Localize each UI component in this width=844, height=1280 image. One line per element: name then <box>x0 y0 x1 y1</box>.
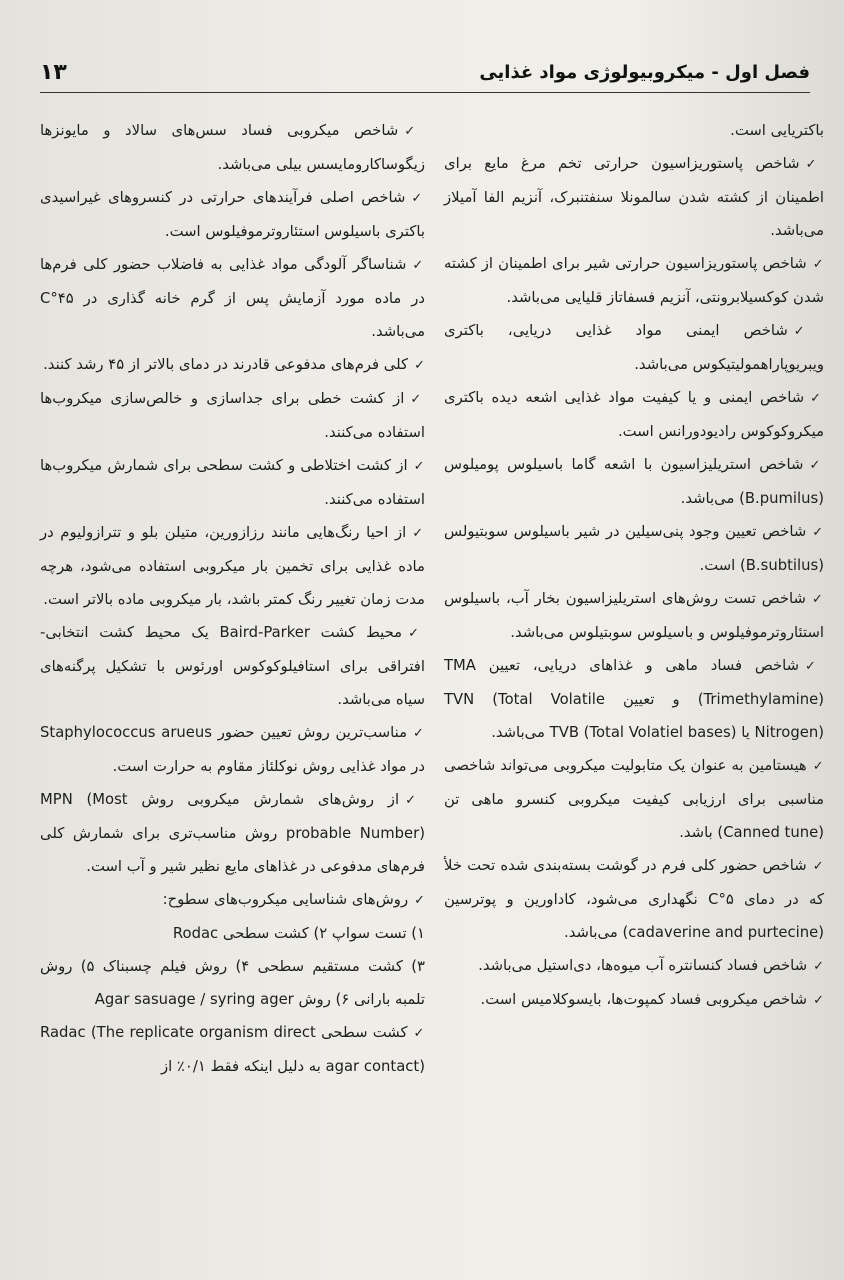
page-header <box>40 52 810 92</box>
checkmark-icon: ✓ <box>812 759 824 774</box>
paragraph-text: شاخص فساد کنسانتره آب میوه‌ها، دی‌استیل می‌باشد. <box>478 957 808 974</box>
paragraph-text: شاخص میکروبی فساد سس‌های سالاد و مایونزها زیگوساکارومایسس بیلی می‌باشد. <box>40 122 425 173</box>
checkmark-icon: ✓ <box>805 659 824 674</box>
paragraph-text: از روش‌های شمارش میکروبی روش MPN (Most probable Number) روش مناسب‌تری برای شمارش کلی فرم‌های مدفوعی در غذاهای مایع نظیر شیر و آب است. <box>40 791 425 875</box>
page-number: ۱۳ <box>40 59 67 85</box>
bullet-paragraph <box>40 449 425 516</box>
checkmark-icon: ✓ <box>414 893 425 908</box>
bullet-paragraph <box>40 181 425 248</box>
paragraph-text: شاخص ایمنی و یا کیفیت مواد غذایی اشعه دیده باکتری میکروکوکوس رادیودورانس است. <box>444 389 824 440</box>
checkmark-icon: ✓ <box>793 324 824 339</box>
checkmark-icon: ✓ <box>809 458 824 473</box>
paragraph-text: از کشت اختلاطی و کشت سطحی برای شمارش میکروب‌ها استفاده می‌کنند. <box>40 457 425 508</box>
paragraph-text: شاخص اصلی فرآیندهای حرارتی در کنسروهای غیراسیدی باکتری باسیلوس استئاروترموفیلوس است. <box>40 189 425 240</box>
paragraph-text: شاخص استریلیزاسیون با اشعه گاما باسیلوس پومیلوس (B.pumilus) می‌باشد. <box>444 456 824 507</box>
bullet-paragraph <box>40 616 425 716</box>
bullet-paragraph <box>40 917 425 950</box>
checkmark-icon: ✓ <box>414 358 425 373</box>
paragraph-text: شاخص تست روش‌های استریلیزاسیون بخار آب، باسیلوس استئاروترموفیلوس و باسیلوس سوبتیلوس می‌باشد. <box>444 590 824 641</box>
checkmark-icon: ✓ <box>405 793 425 808</box>
bullet-paragraph <box>40 950 425 1016</box>
checkmark-icon: ✓ <box>411 191 425 206</box>
paragraph-text: شاخص ایمنی مواد غذایی دریایی، باکتری ویبریوپاراهمولیتیکوس می‌باشد. <box>444 322 824 373</box>
checkmark-icon: ✓ <box>812 859 824 874</box>
paragraph-text: ۱) تست سواپ ۲) کشت سطحی Rodac <box>172 925 425 942</box>
bullet-paragraph <box>444 849 824 949</box>
header-divider <box>40 92 810 93</box>
checkmark-icon: ✓ <box>404 124 425 139</box>
bullet-paragraph <box>444 949 824 983</box>
checkmark-icon: ✓ <box>805 157 824 172</box>
bullet-paragraph <box>444 381 824 448</box>
bullet-paragraph <box>444 983 824 1017</box>
bullet-paragraph <box>40 382 425 449</box>
bullet-paragraph <box>40 114 425 181</box>
checkmark-icon: ✓ <box>413 726 425 741</box>
left-column <box>40 114 425 1083</box>
paragraph-text: از کشت خطی برای جداسازی و خالص‌سازی میکروب‌ها استفاده می‌کنند. <box>40 390 425 441</box>
checkmark-icon: ✓ <box>812 257 824 272</box>
paragraph-text: باکتریایی است. <box>730 122 824 139</box>
paragraph-text: روش‌های شناسایی میکروب‌های سطوح: <box>162 891 409 908</box>
bullet-paragraph <box>40 516 425 616</box>
checkmark-icon: ✓ <box>812 525 824 540</box>
bullet-paragraph <box>40 883 425 917</box>
paragraph-text: محیط کشت Baird-Parker یک محیط کشت انتخابی- افتراقی برای استافیلوکوکوس اورئوس با تشکیل پرگنه‌های سیاه می‌باشد. <box>40 624 425 708</box>
checkmark-icon: ✓ <box>413 1026 425 1041</box>
checkmark-icon: ✓ <box>813 959 824 974</box>
bullet-paragraph <box>444 247 824 314</box>
bullet-paragraph <box>40 783 425 883</box>
bullet-paragraph <box>40 1016 425 1083</box>
bullet-paragraph <box>444 582 824 649</box>
paragraph-text: هیستامین به عنوان یک متابولیت میکروبی می‌تواند شاخصی مناسبی برای ارزیابی کیفیت میکروبی کنسرو ماهی تن (Canned tune) باشد. <box>444 757 824 841</box>
chapter-title: فصل اول - میکروبیولوژی مواد غذایی <box>479 61 810 83</box>
bullet-paragraph <box>444 649 824 749</box>
checkmark-icon: ✓ <box>410 392 425 407</box>
paragraph-text: شاخص حضور کلی فرم در گوشت بسته‌بندی شده تحت خلأ که در دمای ۵°C نگهداری می‌شود، کاداورین و پوترسین (cadaverine and purtecine) می‌باشد. <box>444 857 824 941</box>
bullet-paragraph <box>444 314 824 381</box>
paragraph-text: شاخص تعیین وجود پنی‌سیلین در شیر باسیلوس سوبتیولس (B.subtilus) است. <box>444 523 824 574</box>
checkmark-icon: ✓ <box>813 993 824 1008</box>
paragraph-text: شاخص پاستوریزاسیون حرارتی تخم مرغ مایع برای اطمینان از کشته شدن سالمونلا سنفتنبرک، آنزیم الفا آمیلاز می‌باشد. <box>444 155 824 239</box>
bullet-paragraph <box>444 749 824 849</box>
bullet-paragraph <box>444 515 824 582</box>
checkmark-icon: ✓ <box>408 626 426 641</box>
checkmark-icon: ✓ <box>413 459 425 474</box>
checkmark-icon: ✓ <box>412 526 425 541</box>
paragraph-text: مناسب‌ترین روش تعیین حضور Staphylococcus arueus در مواد غذایی روش نوکلئاز مقاوم به حرارت است. <box>40 724 425 775</box>
checkmark-icon: ✓ <box>412 258 425 273</box>
paragraph-text: ۳) کشت مستقیم سطحی ۴) روش فیلم چسبناک ۵) روش تلمبه بارانی ۶) روش Agar sasuage / syring ager <box>40 958 425 1008</box>
paragraph-text: از احیا رنگ‌هایی مانند رزازورین، متیلن بلو و تترازولیوم در ماده غذایی برای تخمین بار میکروبی استفاده می‌شود، هرچه مدت زمان تغییر رنگ کمتر باشد، بار میکروبی ماده بالاتر است. <box>40 524 425 608</box>
bullet-paragraph <box>444 147 824 247</box>
bullet-paragraph <box>444 114 824 147</box>
paragraph-text: شاخص فساد ماهی و غذاهای دریایی، تعیین TMA (Trimethylamine) و تعیین TVN (Total Volatile Nitrogen) یا TVB (Total Volatiel bases) می‌باشد. <box>444 657 824 741</box>
checkmark-icon: ✓ <box>810 391 824 406</box>
paragraph-text: شاخص پاستوریزاسیون حرارتی شیر برای اطمینان از کشته شدن کوکسیلابرونتی، آنزیم فسفاتاز قلیایی می‌باشد. <box>444 255 824 306</box>
bullet-paragraph <box>40 248 425 348</box>
paragraph-text: کلی فرم‌های مدفوعی قادرند در دمای بالاتر از ۴۵ رشد کنند. <box>43 356 409 373</box>
right-column <box>444 114 824 1017</box>
paragraph-text: شاخص میکروبی فساد کمپوت‌ها، بایسوکلامیس است. <box>480 991 808 1008</box>
bullet-paragraph <box>40 716 425 783</box>
bullet-paragraph <box>444 448 824 515</box>
paragraph-text: کشت سطحی Radac (The replicate organism direct agar contact) به دلیل اینکه فقط ۰/۱٪ از <box>40 1024 425 1075</box>
checkmark-icon: ✓ <box>811 592 824 607</box>
paragraph-text: شناساگر آلودگی مواد غذایی به فاضلاب حضور کلی فرم‌ها در ماده مورد آزمایش پس از گرم خانه گذاری در ۴۵°C می‌باشد. <box>40 256 425 340</box>
bullet-paragraph <box>40 348 425 382</box>
